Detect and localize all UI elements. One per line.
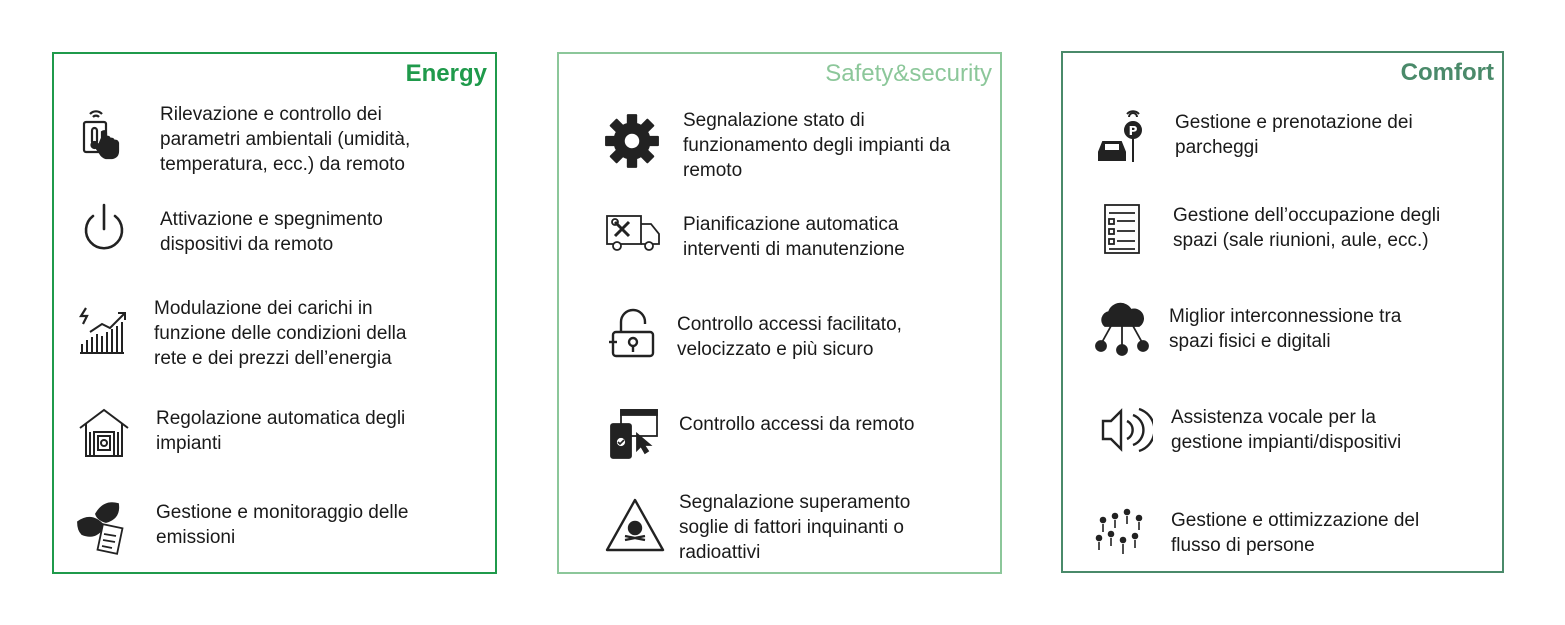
comfort-item-parking-text: Gestione e prenotazione dei parcheggi <box>1175 112 1413 158</box>
safety-item-facilitated-access-text: Controllo accessi facilitato, velocizzato e più sicuro <box>677 314 902 360</box>
energy-growth-chart-icon <box>76 304 132 360</box>
parking-car-icon <box>1095 110 1151 166</box>
remote-access-device-icon <box>607 408 663 464</box>
hazard-warning-icon <box>603 496 667 556</box>
smart-home-icon <box>76 406 132 462</box>
comfort-item-voice-assistant-text: Assistenza vocale per la gestione impianti/dispositivi <box>1171 407 1402 453</box>
power-icon <box>76 201 132 257</box>
energy-panel-title: Energy <box>405 60 487 87</box>
booking-list-icon <box>1097 203 1153 259</box>
comfort-item-people-flow-text: Gestione e ottimizzazione del flusso di persone <box>1171 510 1420 556</box>
unlocked-padlock-icon <box>607 308 663 364</box>
energy-item-ambient-control-text: Rilevazione e controllo dei parametri ambientali (umidità, temperatura, ecc.) da remoto <box>160 104 411 175</box>
safety-item-pollutant-alert-text: Segnalazione superamento soglie di fattori inquinanti o radioattivi <box>679 492 911 563</box>
leaves-document-icon <box>74 500 130 556</box>
comfort-panel-title: Comfort <box>1400 59 1494 86</box>
energy-item-auto-regulation-text: Regolazione automatica degli impianti <box>156 408 406 454</box>
comfort-item-interconnection-text: Miglior interconnessione tra spazi fisici e digitali <box>1169 306 1402 352</box>
maintenance-truck-icon <box>603 208 663 264</box>
people-flow-icon <box>1093 502 1153 558</box>
svg-text:P: P <box>1128 124 1138 138</box>
energy-panel <box>52 52 497 574</box>
safety-security-panel-title: Safety&security <box>825 60 992 87</box>
touch-thermostat-icon <box>76 108 132 164</box>
comfort-item-space-occupancy-text: Gestione dell’occupazione degli spazi (sale riunioni, aule, ecc.) <box>1173 205 1441 251</box>
safety-item-status-signal-text: Segnalazione stato di funzionamento degli impianti da remoto <box>683 110 951 181</box>
comfort-panel <box>1061 51 1504 573</box>
energy-item-emissions-text: Gestione e monitoraggio delle emissioni <box>156 502 409 548</box>
safety-security-panel <box>557 52 1002 574</box>
speaker-icon <box>1097 403 1153 459</box>
gear-icon <box>603 112 661 170</box>
energy-item-load-modulation-text: Modulazione dei carichi in funzione delle condizioni della rete e dei prezzi dell’energia <box>154 298 407 369</box>
cloud-network-icon <box>1091 298 1153 360</box>
energy-item-power-toggle-text: Attivazione e spegnimento dispositivi da remoto <box>160 209 383 255</box>
safety-item-maintenance-text: Pianificazione automatica interventi di manutenzione <box>683 214 905 260</box>
safety-item-remote-access-text: Controllo accessi da remoto <box>679 414 915 435</box>
